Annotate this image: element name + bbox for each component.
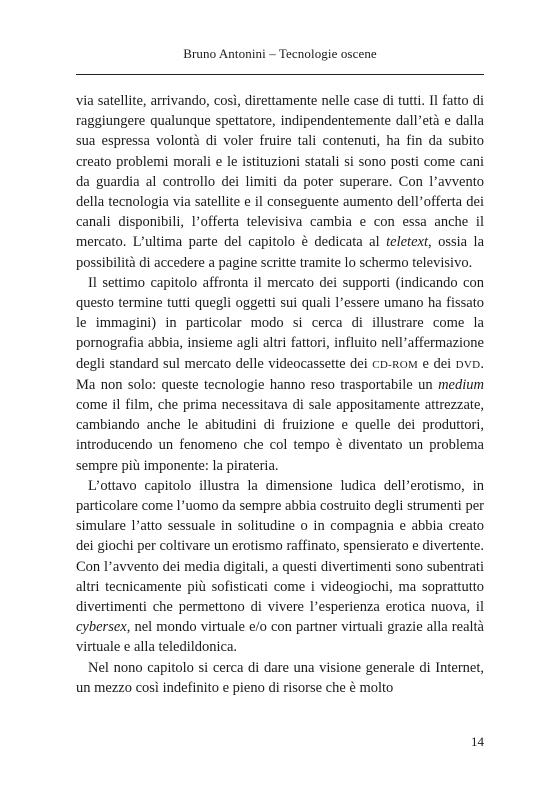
page-number: 14 <box>471 734 484 749</box>
paragraph-3 <box>76 476 484 658</box>
paragraph-2-smallcaps-dvd: DVD <box>455 358 481 371</box>
paragraph-2-text-1: Il settimo capitolo affronta il mercato dei supporti (indicando con questo termine tutti quegli oggetti sui quali l’essere umano ha fissato le immagini) in particolar modo si cerca di illustrare come la pornografia abbia, insieme agli altri fattori, influito nell’affermazione degli standard sul mercato delle videocassette dei <box>76 274 484 372</box>
paragraph-2-text-2: e dei <box>418 355 456 372</box>
paragraph-1-text-2: , ossia la possibilità di accedere a pagine scritte tramite lo schermo televisivo. <box>76 234 485 271</box>
paragraph-2-text-4: come il film, che prima necessitava di sale appositamente attrezzate, cambiando anche le abitudini di fruizione e quelle dei produttori, introducendo un fenomeno che col tempo è diventato un problema sempre più imponente: la pirateria. <box>76 397 484 474</box>
paragraph-1 <box>76 91 484 273</box>
header-rule <box>76 74 484 75</box>
paragraph-1-text-1: via satellite, arrivando, così, direttamente nelle case di tutti. Il fatto di raggiungere qualunque spettatore, indipendentemente dall’età e dalla sua espressa volontà di voler fruire tali contenuti, ha fin da subito creato problemi morali e le istituzioni statali si sono posti come cani da guardia al controllo dei limiti da poter superare. Con l’avvento della tecnologia via satellite e il conseguente aumento dell’offerta dei canali disponibili, l’offerta televisiva cambia e con essa anche il mercato. L’ultima parte del capitolo è dedicata al <box>76 93 484 251</box>
paragraph-2-italic-medium: medium <box>438 376 484 393</box>
paragraph-3-text-2: , nel mondo virtuale e/o con partner virtuali grazie alla realtà virtuale e alla teledildonica. <box>76 619 484 656</box>
paragraph-3-text-1: L’ottavo capitolo illustra la dimensione ludica dell’erotismo, in particolare come l’uomo da sempre abbia costruito degli strumenti per simulare l’atto sessuale in solitudine o in compagnia e abbia creato dei giochi per coltivare un erotismo raffinato, spensierato e divertente. Con l’avvento dei media digitali, a questi divertimenti sono subentrati altri tecnicamente più sofisticati come i videogiochi, ma soprattutto divertimenti che permettono di vivere l’esperienza erotica nuova, il <box>76 477 484 616</box>
paragraph-1-italic-teletext: teletext <box>386 234 428 251</box>
paragraph-2-smallcaps-cdrom: CD-ROM <box>372 358 419 371</box>
body-text <box>76 91 484 698</box>
paragraph-2-text-3: . Ma non solo: queste tecnologie hanno reso trasportabile un <box>76 355 484 393</box>
paragraph-3-italic-cybersex: cybersex <box>76 619 127 636</box>
paragraph-2 <box>76 273 484 476</box>
paragraph-4-text-1: Nel nono capitolo si cerca di dare una visione generale di Internet, un mezzo così indefinito e pieno di risorse che è molto <box>76 659 484 696</box>
paragraph-4 <box>76 658 484 698</box>
running-head: Bruno Antonini – Tecnologie oscene <box>183 46 377 61</box>
